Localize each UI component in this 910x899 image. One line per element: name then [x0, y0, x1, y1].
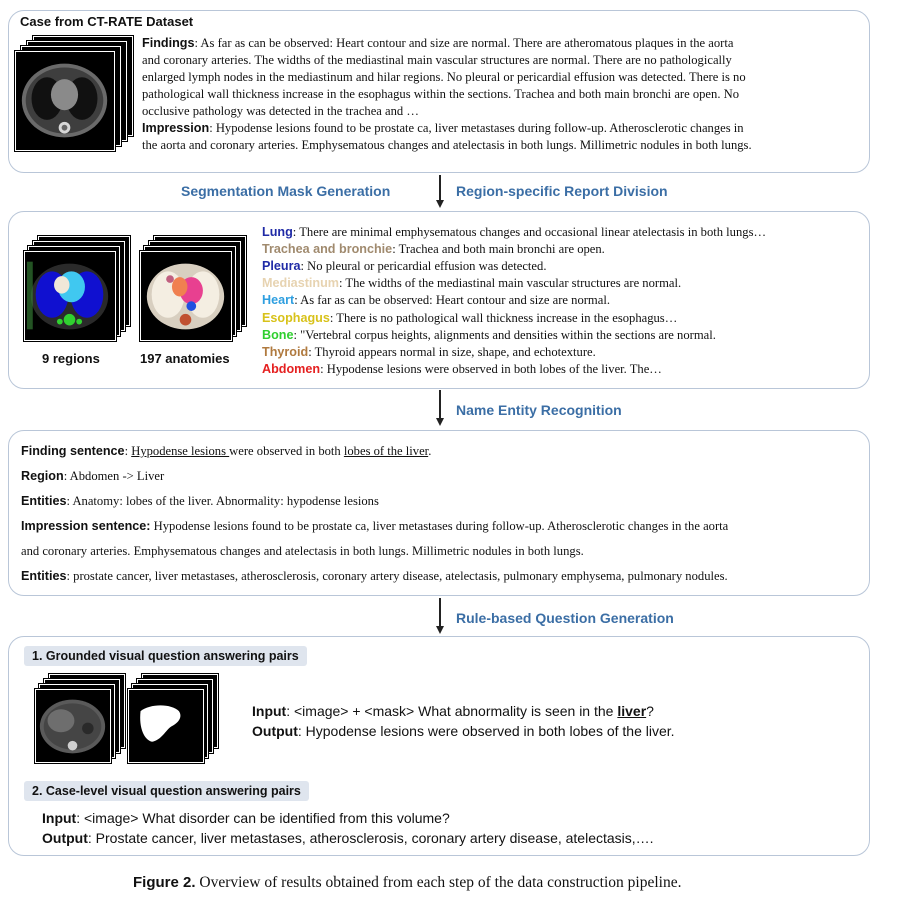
region-text: : There are minimal emphysematous changes and occasional linear atelectasis in both lungs…: [292, 225, 767, 239]
region-line: [262, 275, 681, 292]
findings-line: occlusive pathology was detected in the trachea and …: [142, 104, 419, 118]
region-text: : Abdomen -> Liver: [63, 469, 165, 483]
grounded-qa-text: [252, 701, 675, 741]
entities-label: Entities: [21, 494, 67, 508]
output-label: Output: [42, 830, 88, 846]
anatomy-mask-image: [141, 252, 230, 339]
step-rule-based: Rule-based Question Generation: [456, 610, 674, 626]
findings-line: pathological wall thickness increase in the esophagus within the sections. Trachea and both main bronchi are open. No: [142, 87, 740, 101]
input-text: : <image> + <mask> What abnormality is seen in the: [286, 703, 618, 719]
finding-sentence-label: Finding sentence: [21, 444, 125, 458]
region-name: Lung: [262, 225, 293, 239]
region-name: Esophagus: [262, 310, 330, 325]
flow-arrowhead: [436, 418, 444, 426]
flow-arrowhead: [436, 626, 444, 634]
region-text: : Hypodense lesions were observed in both lobes of the liver. The…: [320, 361, 662, 376]
case-title: Case from CT-RATE Dataset: [20, 14, 194, 29]
region-line: [262, 292, 610, 309]
findings-line: and coronary arteries. The widths of the mediastinal main vascular structures are normal. There are no pathologically: [142, 53, 732, 67]
impression-line: : Hypodense lesions found to be prostate ca, liver metastases during follow-up. Atherosclerotic changes in: [209, 121, 744, 135]
output-text: : Hypodense lesions were observed in both lobes of the liver.: [297, 723, 675, 739]
region-mask-stack: [24, 236, 136, 346]
ner-block: [21, 443, 861, 585]
qa-ct-image: [36, 690, 109, 761]
region-name: Thyroid: [262, 344, 309, 359]
findings-line: enlarged lymph nodes in the mediastinum and hilar regions. No pleural or pericardial effusion was detected. There is no: [142, 70, 746, 84]
flow-arrowhead: [436, 200, 444, 208]
region-label: Region: [21, 469, 64, 483]
regions-caption: 9 regions: [42, 351, 100, 366]
input-label: Input: [42, 810, 77, 826]
finding-mid: were observed in both: [229, 444, 344, 458]
output-label: Output: [252, 723, 298, 739]
qa-ct-stack: [35, 674, 130, 764]
entities-text: : Anatomy: lobes of the liver. Abnormality: hypodense lesions: [66, 494, 379, 508]
flow-arrow: [439, 175, 441, 202]
figure-label: Figure 2.: [133, 874, 196, 891]
impression-sentence-text: and coronary arteries. Emphysematous changes and atelectasis in both lungs. Millimetric nodules in both lungs.: [21, 544, 584, 558]
output-text: : Prostate cancer, liver metastases, atherosclerosis, coronary artery disease, atelectasis,….: [87, 830, 654, 846]
region-text: : The widths of the mediastinal main vascular structures are normal.: [338, 276, 682, 291]
input-label: Input: [252, 703, 287, 719]
ct-slice-stack: [15, 36, 135, 156]
region-text: : No pleural or pericardial effusion was detected.: [300, 259, 547, 274]
qa-mask-stack: [128, 674, 223, 764]
region-line: [262, 361, 662, 378]
step-ner: Name Entity Recognition: [456, 402, 622, 418]
finding-abnormality: Hypodense lesions: [131, 444, 230, 458]
findings-block: [142, 35, 862, 154]
region-line: [262, 344, 596, 361]
region-line: [262, 241, 605, 258]
region-name: Pleura: [262, 259, 301, 274]
grounded-vqa-tag: 1. Grounded visual question answering pairs: [24, 646, 307, 666]
region-line: [262, 224, 766, 241]
region-name: Bone: [262, 327, 294, 342]
input-text: : <image> What disorder can be identified from this volume?: [76, 810, 450, 826]
case-vqa-tag: 2. Case-level visual question answering pairs: [24, 781, 309, 801]
region-text: : Thyroid appears normal in size, shape, and echotexture.: [308, 344, 596, 359]
input-end: ?: [646, 703, 654, 719]
figure-caption-text: Overview of results obtained from each step of the data construction pipeline.: [195, 874, 682, 891]
anatomy-mask-stack: [140, 236, 252, 346]
liver-keyword: liver: [617, 703, 647, 719]
region-line: [262, 258, 546, 275]
region-name: Trachea and bronchie: [262, 242, 393, 257]
step-segmentation: Segmentation Mask Generation: [181, 183, 391, 199]
impression-label: Impression: [142, 121, 210, 135]
finding-end: .: [428, 444, 432, 458]
region-name: Heart: [262, 293, 295, 308]
region-text: : Trachea and both main bronchi are open.: [392, 242, 605, 257]
findings-label: Findings: [142, 36, 195, 50]
impression-sentence-label: Impression sentence:: [21, 519, 151, 533]
flow-arrow: [439, 390, 441, 420]
flow-arrow: [439, 598, 441, 628]
figure-caption: [133, 874, 681, 892]
region-line: [262, 310, 677, 327]
region-name: Abdomen: [262, 361, 321, 376]
anatomies-caption: 197 anatomies: [140, 351, 230, 366]
entities-label: Entities: [21, 569, 67, 583]
finding-anatomy: lobes of the liver: [343, 444, 429, 458]
region-text: : "Vertebral corpus heights, alignments and densities within the sections are normal.: [293, 327, 716, 342]
liver-mask-image: [129, 690, 202, 761]
case-qa-text: [42, 808, 654, 848]
region-mask-image: [25, 252, 114, 339]
findings-line: : As far as can be observed: Heart contour and size are normal. There are atheromatous plaques in the aorta: [194, 36, 734, 50]
step-report-division: Region-specific Report Division: [456, 183, 668, 199]
impression-sentence-text: Hypodense lesions found to be prostate ca, liver metastases during follow-up. Atherosclerotic changes in the aorta: [150, 519, 729, 533]
entities-text: : prostate cancer, liver metastases, atherosclerosis, coronary artery disease, atelectasis, pulmonary emphysema, pulmonary nodules.: [66, 569, 728, 583]
region-text: : There is no pathological wall thickness increase in the esophagus…: [329, 310, 678, 325]
region-name: Mediastinum: [262, 276, 339, 291]
ct-chest-image: [16, 52, 113, 149]
region-text: : As far as can be observed: Heart contour and size are normal.: [294, 293, 610, 308]
impression-line: the aorta and coronary arteries. Emphysematous changes and atelectasis in both lungs. Millimetric nodules in both lungs.: [142, 138, 752, 152]
region-line: [262, 327, 716, 344]
finding-pre: :: [124, 444, 132, 458]
